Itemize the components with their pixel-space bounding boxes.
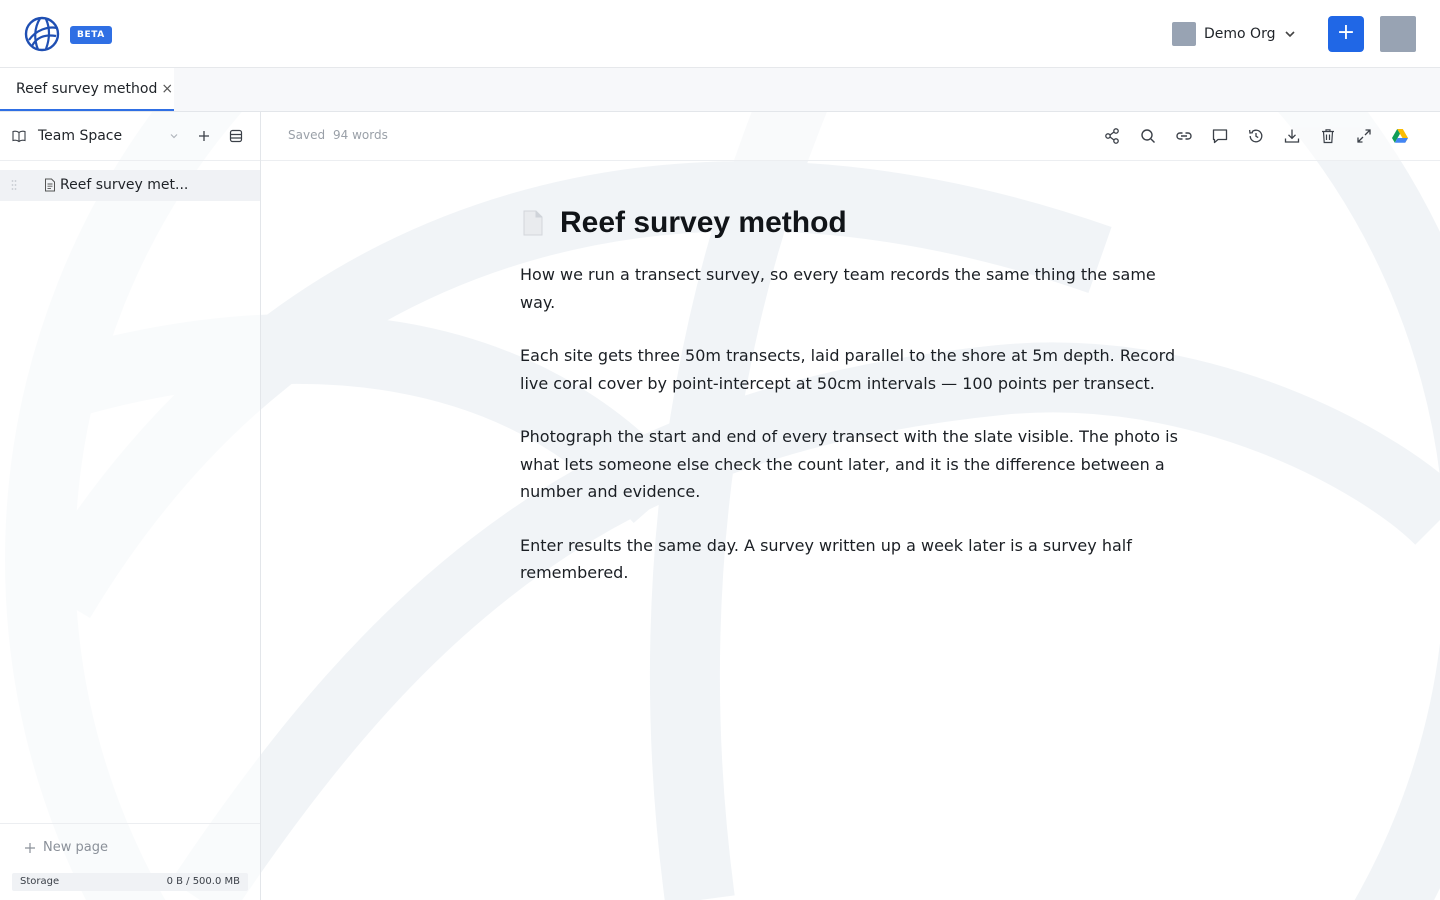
top-header bbox=[0, 0, 1440, 68]
new-page-label: New page bbox=[43, 840, 108, 855]
plus-icon[interactable] bbox=[196, 128, 212, 144]
user-avatar[interactable] bbox=[1380, 16, 1416, 52]
search-icon[interactable] bbox=[1139, 127, 1157, 145]
paragraph[interactable]: How we run a transect survey, so every team records the same thing the same way. bbox=[520, 265, 1156, 312]
plus-icon bbox=[24, 842, 36, 854]
storage-meter bbox=[12, 873, 248, 891]
tab-label: Reef survey method bbox=[16, 80, 158, 97]
title-row bbox=[520, 200, 1180, 246]
document-icon bbox=[44, 178, 56, 192]
sidebar-footer bbox=[0, 823, 260, 900]
book-icon bbox=[12, 129, 26, 143]
globe-logo-icon[interactable] bbox=[24, 16, 60, 52]
save-status: Saved bbox=[288, 128, 326, 142]
expand-icon[interactable] bbox=[1355, 127, 1373, 145]
space-header bbox=[0, 112, 260, 161]
sidebar bbox=[0, 112, 261, 900]
download-icon[interactable] bbox=[1283, 127, 1301, 145]
storage-value: 0 B / 500.0 MB bbox=[166, 876, 240, 887]
sidebar-item-label: Reef survey met... bbox=[60, 177, 189, 193]
database-icon[interactable] bbox=[228, 128, 244, 144]
link-icon[interactable] bbox=[1175, 127, 1193, 145]
comment-icon[interactable] bbox=[1211, 127, 1229, 145]
word-count: 94 words bbox=[333, 128, 388, 142]
drag-handle-icon[interactable] bbox=[11, 179, 17, 191]
sidebar-item-reef-survey-method[interactable] bbox=[0, 170, 260, 201]
chevron-down-icon[interactable] bbox=[168, 130, 180, 142]
tab-bar bbox=[0, 68, 1440, 112]
history-icon[interactable] bbox=[1247, 127, 1265, 145]
add-button[interactable]: + bbox=[1328, 16, 1364, 52]
org-avatar bbox=[1172, 22, 1196, 46]
editor-toolbar bbox=[261, 112, 1440, 161]
trash-icon[interactable] bbox=[1319, 127, 1337, 145]
chevron-down-icon bbox=[1283, 27, 1297, 41]
storage-label: Storage bbox=[20, 876, 60, 887]
page-title[interactable]: Reef survey method bbox=[560, 206, 847, 239]
paragraph[interactable]: Each site gets three 50m transects, laid parallel to the shore at 5m depth. Record live coral cover by point-intercept at 50cm intervals — 100 points per transect. bbox=[520, 346, 1176, 393]
tab-reef-survey-method[interactable] bbox=[0, 68, 174, 111]
paragraph[interactable]: Photograph the start and end of every transect with the slate visible. The photo is what lets someone else check the count later, and it is the difference between a number and evidence. bbox=[520, 427, 1178, 501]
close-icon[interactable]: × bbox=[161, 80, 174, 97]
page-document-icon[interactable] bbox=[520, 208, 546, 238]
share-icon[interactable] bbox=[1103, 127, 1121, 145]
document-body[interactable] bbox=[520, 200, 1180, 587]
paragraph[interactable]: Enter results the same day. A survey written up a week later is a survey half remembered. bbox=[520, 535, 1132, 582]
org-name: Demo Org bbox=[1204, 26, 1276, 42]
org-switcher[interactable] bbox=[1172, 22, 1297, 46]
space-name[interactable]: Team Space bbox=[38, 128, 123, 144]
beta-badge: BETA bbox=[70, 26, 112, 44]
new-page-button[interactable] bbox=[24, 840, 108, 855]
google-drive-icon[interactable] bbox=[1391, 127, 1409, 145]
